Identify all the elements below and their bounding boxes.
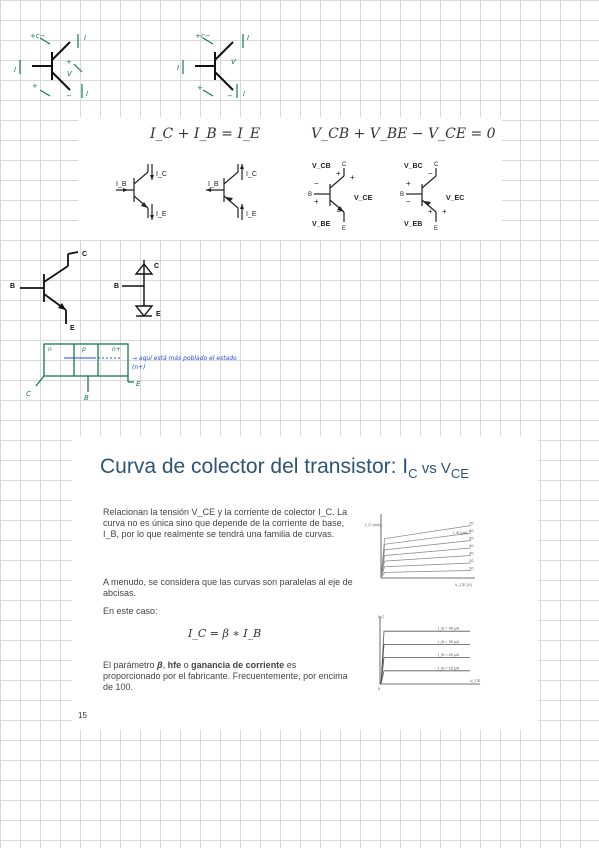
series-label: I_B = 30 μA xyxy=(438,638,460,644)
origin-label: 0 xyxy=(378,686,381,691)
series-line xyxy=(381,644,470,684)
svg-text:+: + xyxy=(32,82,38,90)
svg-text:+c−: +c− xyxy=(30,32,46,40)
series-label-20: 20 xyxy=(469,558,474,563)
equation-voltages: V_CB + V_BE − V_CE = 0 xyxy=(311,126,496,142)
c-label: C xyxy=(342,162,347,168)
handwritten-npn-symbol xyxy=(6,248,116,332)
b-label: B xyxy=(308,192,313,198)
e-label: E xyxy=(434,226,439,232)
handwritten-note: → aquí está más poblado el estado (n+) xyxy=(132,355,237,371)
svg-text:+: + xyxy=(406,179,411,188)
b-label: B xyxy=(400,192,405,198)
e-label: E xyxy=(342,226,347,232)
svg-text:−: − xyxy=(66,92,72,100)
series-label: I_B = 20 μA xyxy=(438,652,460,658)
pnp-voltage-diagram xyxy=(398,156,478,232)
svg-text:−: − xyxy=(314,179,319,188)
series-label-60: 60 xyxy=(469,528,474,533)
series-label-40: 40 xyxy=(469,543,474,548)
series-label-70: 70 xyxy=(469,520,474,526)
junction-b-label: B xyxy=(84,394,89,402)
pnp-current-diagram xyxy=(200,160,270,222)
svg-text:+: + xyxy=(66,58,72,66)
svg-text:+: + xyxy=(336,169,341,178)
svg-text:I: I xyxy=(177,64,180,72)
veb-label: V_EB xyxy=(404,221,423,228)
paragraph-in-this-case: En este caso: xyxy=(103,606,158,616)
svg-text:−: − xyxy=(336,207,341,216)
svg-text:−: − xyxy=(406,197,411,206)
ie-label: I_E xyxy=(156,211,167,218)
emitter-label: E xyxy=(70,325,75,332)
y-axis-label: I_C xyxy=(378,614,385,619)
vec-label: V_EC xyxy=(446,195,465,202)
base-label: B xyxy=(10,283,16,290)
region-p: p xyxy=(82,346,86,353)
svg-text:V: V xyxy=(67,70,72,78)
ideal-collector-curves-chart xyxy=(368,612,492,694)
emitter-label: E xyxy=(156,311,161,318)
ic-label: I_C xyxy=(246,171,257,178)
svg-text:V: V xyxy=(231,58,236,66)
base-label: B xyxy=(114,283,120,290)
paragraph-relation: Relacionan la tensión V_CE y la corriente de colector I_C. La curva no es única sino que depende de la corriente de base, I_B, por lo que realmente se tendrá una familia de curvas. xyxy=(103,507,348,539)
vbe-label: V_BE xyxy=(312,221,331,228)
vbc-label: V_BC xyxy=(404,163,423,170)
svg-text:−: − xyxy=(428,169,433,178)
ic-label: I_C xyxy=(156,171,167,178)
series-label-10: 10 xyxy=(469,565,474,571)
svg-text:+: + xyxy=(442,207,447,216)
svg-text:I: I xyxy=(14,66,17,74)
series-line-40 xyxy=(381,548,471,578)
handwritten-transistor-sketch-1 xyxy=(12,24,102,104)
vcb-label: V_CB xyxy=(312,163,331,170)
handwritten-transistor-sketch-2 xyxy=(175,24,265,104)
slide-title: Curva de colector del transistor: $I_C$ vs $V_{CE}$ xyxy=(100,455,469,482)
series-line-30 xyxy=(381,556,471,579)
collector-label: C xyxy=(154,263,160,270)
svg-text:I: I xyxy=(243,90,246,98)
region-n-plus: n+ xyxy=(112,346,121,353)
paragraph-parallel: A menudo, se considera que las curvas son paralelas al eje de abcisas. xyxy=(103,577,353,598)
svg-text:+: + xyxy=(350,173,355,182)
formula-ic-beta-ib: I_C = β ∗ I_B xyxy=(188,627,262,640)
x-axis-label: V_CE (V) xyxy=(455,582,472,587)
svg-text:+c−: +c− xyxy=(195,32,211,40)
ib-label: I_B xyxy=(208,181,219,188)
svg-text:−: − xyxy=(227,92,233,100)
svg-text:I: I xyxy=(84,34,87,42)
ib-label: I_B xyxy=(116,181,127,188)
handwritten-diode-model xyxy=(110,256,180,322)
region-n: n xyxy=(48,346,52,353)
collector-label: C xyxy=(82,251,88,258)
junction-c-label: C xyxy=(26,390,31,398)
svg-text:+: + xyxy=(314,197,319,206)
legend-title: I_B (μA) xyxy=(453,530,468,535)
series-label-30: 30 xyxy=(469,550,474,556)
npn-voltage-diagram xyxy=(306,156,386,232)
junction-e-label: E xyxy=(136,380,141,388)
series-label: I_B = 40 μA xyxy=(438,625,460,631)
vce-label: V_CE xyxy=(354,195,373,202)
y-axis-label: I_C (mA) xyxy=(365,522,381,527)
paragraph-beta: El parámetro β, hfe o ganancia de corriente es proporcionado por el fabricante. Frecuentemente, por encima de 100. xyxy=(103,660,348,692)
page-number: 15 xyxy=(78,711,87,720)
npn-current-diagram xyxy=(110,160,180,222)
ie-label: I_E xyxy=(246,211,257,218)
series-line xyxy=(381,671,470,684)
series-label: I_B = 10 μA xyxy=(438,665,460,671)
c-label: C xyxy=(434,162,439,168)
svg-text:I: I xyxy=(86,90,89,98)
series-line-10 xyxy=(381,571,471,579)
svg-text:+: + xyxy=(428,207,433,216)
series-label-50: 50 xyxy=(469,535,474,541)
x-axis-label: V_CE xyxy=(470,678,481,683)
collector-curves-chart xyxy=(363,512,495,592)
svg-text:I: I xyxy=(247,34,250,42)
equation-currents: I_C + I_B = I_E xyxy=(150,126,261,142)
svg-text:+: + xyxy=(197,84,203,92)
